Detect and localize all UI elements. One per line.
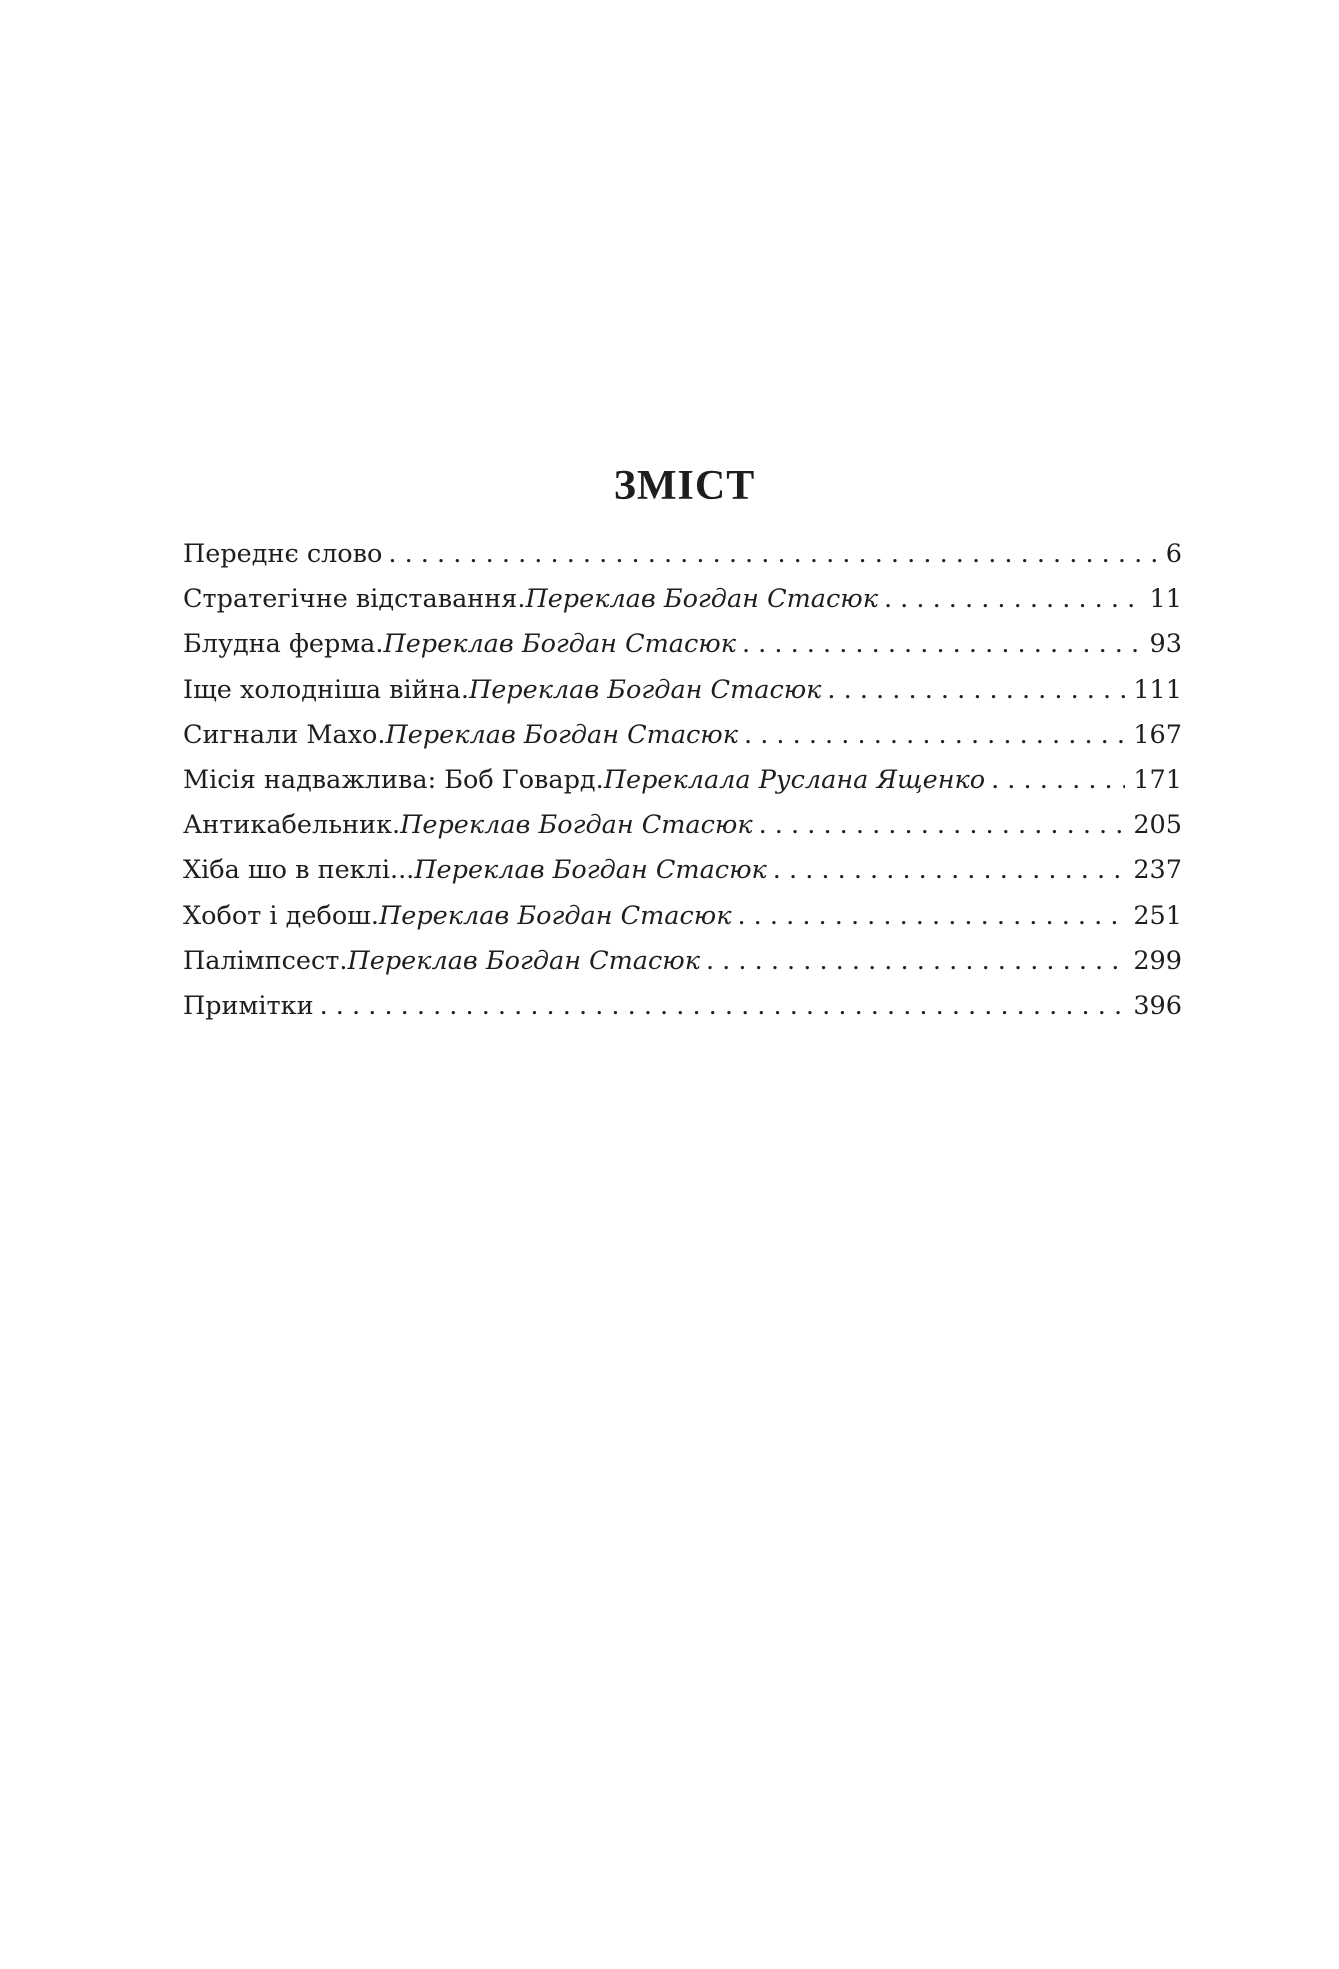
dot-leader <box>759 803 1126 848</box>
dot-leader <box>742 622 1142 667</box>
toc-entry <box>183 577 1182 622</box>
toc-list <box>183 532 1182 1029</box>
toc-entry <box>183 803 1182 848</box>
dot-leader <box>320 984 1126 1029</box>
entry-translator: Переклав Богдан Стасюк <box>347 945 700 976</box>
dot-leader <box>706 939 1125 984</box>
entry-translator: Переклав Богдан Стасюк <box>414 855 767 886</box>
entry-translator: Переклав Богдан Стасюк <box>525 584 878 615</box>
dot-leader <box>827 668 1125 713</box>
dot-leader <box>737 894 1125 939</box>
entry-title: Антикабельник. <box>183 810 401 841</box>
entry-title: Палімпсест. <box>183 945 348 976</box>
entry-page-number: 299 <box>1133 945 1182 976</box>
entry-title: Блудна ферма. <box>183 629 384 660</box>
entry-translator: Переклав Богдан Стасюк <box>468 674 822 705</box>
toc-entry <box>183 984 1182 1029</box>
entry-page-number: 237 <box>1133 855 1182 886</box>
entry-translator: Переклав Богдан Стасюк <box>400 810 753 841</box>
entry-page-number: 11 <box>1149 584 1182 615</box>
toc-entry <box>183 894 1182 939</box>
entry-title: Стратегічне відставання. <box>183 584 526 615</box>
entry-title: Сигнали Махо. <box>183 719 386 750</box>
entry-title: Переднє слово <box>183 539 383 569</box>
entry-page-number: 93 <box>1149 629 1182 660</box>
entry-page-number: 396 <box>1133 990 1182 1021</box>
dot-leader <box>991 758 1125 803</box>
entry-translator: Переклав Богдан Стасюк <box>379 900 732 931</box>
entry-translator: Переклав Богдан Стасюк <box>383 629 736 660</box>
toc-entry <box>183 939 1182 984</box>
entry-page-number: 251 <box>1133 900 1182 931</box>
page-title: ЗМІСТ <box>613 463 756 509</box>
entry-title: Іще холодніша війна. <box>183 674 469 705</box>
toc-entry <box>183 668 1182 713</box>
entry-page-number: 171 <box>1133 764 1182 795</box>
dot-leader <box>773 848 1126 893</box>
entry-translator: Переклала Руслана Ященко <box>603 764 986 795</box>
dot-leader <box>744 713 1125 758</box>
dot-leader <box>884 577 1142 622</box>
toc-entry <box>183 532 1182 577</box>
entry-title: Хіба шо в пеклі... <box>183 855 415 886</box>
entry-page-number: 111 <box>1133 674 1182 705</box>
entry-page-number: 205 <box>1133 810 1182 841</box>
toc-entry <box>183 713 1182 758</box>
table-of-contents <box>183 460 1182 1029</box>
entry-title: Примітки <box>183 990 314 1021</box>
entry-translator: Переклав Богдан Стасюк <box>385 719 738 750</box>
dot-leader <box>388 532 1157 577</box>
toc-entry <box>183 758 1182 803</box>
entry-title: Хобот і дебош. <box>183 900 379 931</box>
entry-title: Місія надважлива: Боб Говард. <box>183 764 604 795</box>
entry-page-number: 167 <box>1133 719 1182 750</box>
toc-entry <box>183 622 1182 667</box>
entry-page-number: 6 <box>1165 539 1182 569</box>
toc-entry <box>183 848 1182 893</box>
